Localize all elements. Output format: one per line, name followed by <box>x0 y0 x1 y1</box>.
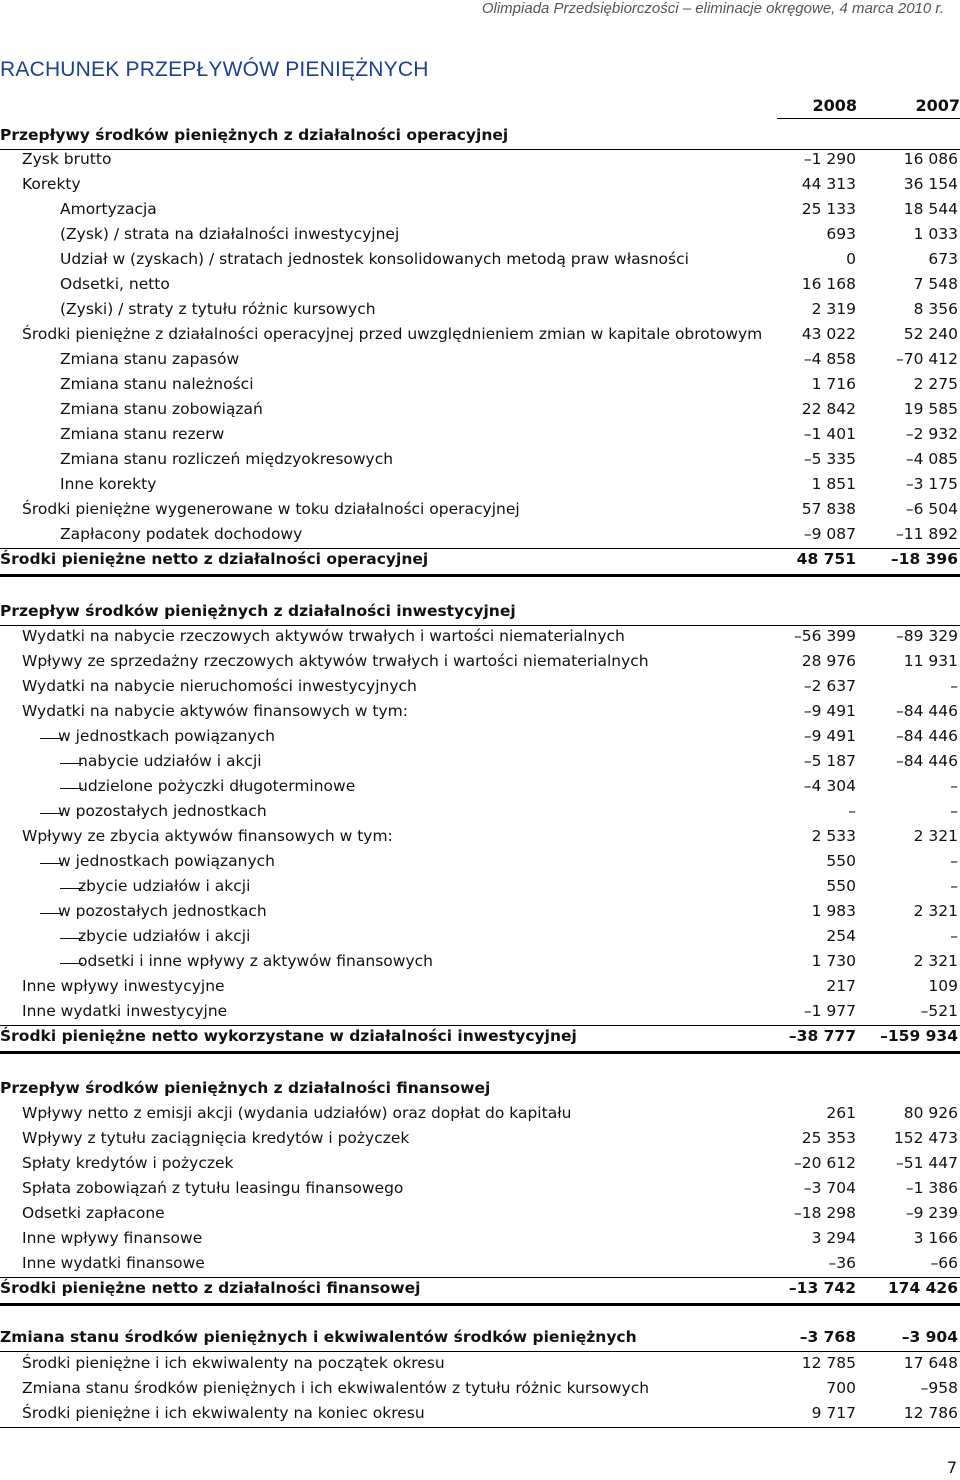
row-label: odsetki i inne wpływy z aktywów finansowych <box>78 952 433 970</box>
value-2008: –36 <box>828 1254 856 1272</box>
value-2008: 9 717 <box>811 1404 856 1422</box>
row-label: Zmiana stanu zobowiązań <box>60 400 263 418</box>
row-label: w jednostkach powiązanych <box>58 852 275 870</box>
table-row <box>0 300 960 325</box>
value-2008: 2 319 <box>811 300 856 318</box>
value-2008: 693 <box>826 225 856 243</box>
value-2007: –84 446 <box>896 727 958 745</box>
value-2008: –1 401 <box>803 425 856 443</box>
value-2008: –9 491 <box>803 727 856 745</box>
table-row <box>0 652 960 677</box>
table-row <box>0 1104 960 1129</box>
page-number: 7 <box>946 1458 957 1477</box>
value-2007: –1 386 <box>905 1179 958 1197</box>
table-row <box>0 1129 960 1154</box>
value-2008: 57 838 <box>801 500 856 518</box>
value-2007: 109 <box>928 977 958 995</box>
row-label: nabycie udziałów i akcji <box>78 752 262 770</box>
table-row <box>0 200 960 225</box>
row-label: zbycie udziałów i akcji <box>78 927 251 945</box>
table-row <box>0 902 960 927</box>
value-2007: –84 446 <box>896 752 958 770</box>
row-label: Środki pieniężne z działalności operacyjnej przed uwzględnieniem zmian w kapitale obrotowym <box>22 325 763 343</box>
row-label: Zmiana stanu rezerw <box>60 425 225 443</box>
year-2007-header: 2007 <box>915 96 960 115</box>
value-2008: 22 842 <box>801 400 856 418</box>
value-2007: 18 544 <box>903 200 958 218</box>
value-2007: 2 321 <box>913 952 958 970</box>
value-2007: –51 447 <box>896 1154 958 1172</box>
row-label: (Zyski) / straty z tytułu różnic kursowych <box>60 300 376 318</box>
total-row <box>0 1279 960 1304</box>
row-rule <box>0 548 960 549</box>
row-label: Spłaty kredytów i pożyczek <box>22 1154 234 1172</box>
value-2007: 11 931 <box>903 652 958 670</box>
value-2007: –6 504 <box>905 500 958 518</box>
total-rule <box>0 1051 960 1054</box>
header-note: Olimpiada Przedsiębiorczości – eliminacje okręgowe, 4 marca 2010 r. <box>481 0 944 17</box>
row-label: udzielone pożyczki długoterminowe <box>78 777 356 795</box>
value-2008: –4 304 <box>803 777 856 795</box>
row-label: Wydatki na nabycie aktywów finansowych w tym: <box>22 702 408 720</box>
table-row <box>0 727 960 752</box>
table-row <box>0 175 960 200</box>
row-label: Zmiana stanu środków pieniężnych i ich ekwiwalentów z tytułu różnic kursowych <box>22 1379 650 1397</box>
row-label: Odsetki, netto <box>60 275 170 293</box>
value-2008: – <box>848 802 856 820</box>
value-2007: –66 <box>930 1254 958 1272</box>
table-row <box>0 852 960 877</box>
table-row <box>0 877 960 902</box>
value-2007: –2 932 <box>905 425 958 443</box>
table-row <box>0 752 960 777</box>
value-2008: 1 730 <box>811 952 856 970</box>
table-row <box>0 977 960 1002</box>
table-row <box>0 525 960 550</box>
table-row <box>0 702 960 727</box>
value-2007: –9 239 <box>905 1204 958 1222</box>
value-2008: 0 <box>846 250 856 268</box>
value-2007: 16 086 <box>903 150 958 168</box>
value-2008: 2 533 <box>811 827 856 845</box>
value-2008: 700 <box>826 1379 856 1397</box>
table-row <box>0 1179 960 1204</box>
value-2008: 44 313 <box>801 175 856 193</box>
value-2007: – <box>950 852 958 870</box>
row-label: Środki pieniężne netto z działalności operacyjnej <box>0 550 429 568</box>
row-label: Wydatki na nabycie rzeczowych aktywów trwałych i wartości niematerialnych <box>22 627 625 645</box>
table-row <box>0 952 960 977</box>
row-rule <box>0 1351 960 1352</box>
row-rule <box>0 1025 960 1026</box>
table-row <box>0 250 960 275</box>
table-row <box>0 1328 960 1353</box>
value-2008: 25 353 <box>801 1129 856 1147</box>
value-2008: –2 637 <box>803 677 856 695</box>
value-2007: 2 321 <box>913 827 958 845</box>
value-2008: –9 491 <box>803 702 856 720</box>
value-2008: 48 751 <box>796 550 856 568</box>
value-2008: –3 704 <box>803 1179 856 1197</box>
table-row <box>0 802 960 827</box>
section-header-row <box>0 1079 960 1104</box>
row-label: Wpływy ze zbycia aktywów finansowych w tym: <box>22 827 393 845</box>
value-2007: 12 786 <box>903 1404 958 1422</box>
row-label: Zysk brutto <box>22 150 112 168</box>
table-row <box>0 275 960 300</box>
row-label: Przepływ środków pieniężnych z działalności finansowej <box>0 1079 491 1097</box>
row-label: w pozostałych jednostkach <box>58 802 267 820</box>
row-label: Inne korekty <box>60 475 157 493</box>
row-label: Wydatki na nabycie nieruchomości inwestycyjnych <box>22 677 417 695</box>
table-row <box>0 1254 960 1279</box>
table-row <box>0 450 960 475</box>
value-2007: –89 329 <box>896 627 958 645</box>
row-rule <box>0 625 960 626</box>
value-2007: 2 321 <box>913 902 958 920</box>
value-2008: –9 087 <box>803 525 856 543</box>
value-2007: –11 892 <box>896 525 958 543</box>
value-2008: 550 <box>826 877 856 895</box>
row-label: Środki pieniężne i ich ekwiwalenty na początek okresu <box>22 1354 445 1372</box>
row-label: Środki pieniężne i ich ekwiwalenty na koniec okresu <box>22 1404 425 1422</box>
table-row <box>0 1379 960 1404</box>
row-label: Inne wydatki finansowe <box>22 1254 205 1272</box>
table-row <box>0 1154 960 1179</box>
value-2008: 550 <box>826 852 856 870</box>
value-2008: 28 976 <box>801 652 856 670</box>
value-2008: –56 399 <box>794 627 856 645</box>
value-2007: 673 <box>928 250 958 268</box>
table-row <box>0 500 960 525</box>
value-2008: –20 612 <box>794 1154 856 1172</box>
table-row <box>0 627 960 652</box>
value-2008: –38 777 <box>788 1027 856 1045</box>
row-label: Środki pieniężne netto wykorzystane w działalności inwestycyjnej <box>0 1027 577 1045</box>
value-2008: –18 298 <box>794 1204 856 1222</box>
row-label: Inne wpływy finansowe <box>22 1229 203 1247</box>
value-2008: 1 716 <box>811 375 856 393</box>
row-label: Udział w (zyskach) / stratach jednostek konsolidowanych metodą praw własności <box>60 250 689 268</box>
value-2008: 43 022 <box>801 325 856 343</box>
value-2008: 25 133 <box>801 200 856 218</box>
value-2008: 1 983 <box>811 902 856 920</box>
value-2008: 1 851 <box>811 475 856 493</box>
row-label: Zmiana stanu należności <box>60 375 254 393</box>
row-label: Korekty <box>22 175 81 193</box>
value-2007: –3 904 <box>901 1328 958 1346</box>
table-row <box>0 325 960 350</box>
value-2008: 12 785 <box>801 1354 856 1372</box>
value-2008: 16 168 <box>801 275 856 293</box>
row-label: Zmiana stanu zapasów <box>60 350 240 368</box>
row-label: Zmiana stanu środków pieniężnych i ekwiwalentów środków pieniężnych <box>0 1328 637 1346</box>
value-2007: –84 446 <box>896 702 958 720</box>
section-header-row <box>0 126 960 151</box>
value-2007: –958 <box>920 1379 958 1397</box>
value-2008: –5 187 <box>803 752 856 770</box>
value-2007: 36 154 <box>903 175 958 193</box>
value-2007: 174 426 <box>887 1279 958 1297</box>
value-2007: – <box>950 877 958 895</box>
value-2007: – <box>950 777 958 795</box>
row-label: Spłata zobowiązań z tytułu leasingu finansowego <box>22 1179 404 1197</box>
row-label: Przepływ środków pieniężnych z działalności inwestycyjnej <box>0 602 516 620</box>
table-row <box>0 1404 960 1429</box>
value-2008: 254 <box>826 927 856 945</box>
value-2008: 261 <box>826 1104 856 1122</box>
value-2008: –5 335 <box>803 450 856 468</box>
table-row <box>0 677 960 702</box>
value-2007: 19 585 <box>903 400 958 418</box>
row-label: zbycie udziałów i akcji <box>78 877 251 895</box>
value-2007: –159 934 <box>880 1027 958 1045</box>
value-2008: –1 290 <box>803 150 856 168</box>
value-2008: –3 768 <box>799 1328 856 1346</box>
row-label: Zmiana stanu rozliczeń międzyokresowych <box>60 450 394 468</box>
row-label: Wpływy netto z emisji akcji (wydania udziałów) oraz dopłat do kapitału <box>22 1104 572 1122</box>
row-label: w pozostałych jednostkach <box>58 902 267 920</box>
table-row <box>0 425 960 450</box>
section-header-row <box>0 602 960 627</box>
value-2007: 7 548 <box>913 275 958 293</box>
value-2008: 3 294 <box>811 1229 856 1247</box>
row-label: Amortyzacja <box>60 200 157 218</box>
value-2007: 2 275 <box>913 375 958 393</box>
value-2007: –3 175 <box>905 475 958 493</box>
value-2008: 217 <box>826 977 856 995</box>
header-rule <box>777 118 960 119</box>
row-rule <box>0 1427 960 1428</box>
value-2008: –13 742 <box>788 1279 856 1297</box>
table-row <box>0 1354 960 1379</box>
total-row <box>0 550 960 575</box>
value-2008: –4 858 <box>803 350 856 368</box>
value-2007: 152 473 <box>893 1129 958 1147</box>
table-row <box>0 1229 960 1254</box>
page-title: RACHUNEK PRZEPŁYWÓW PIENIĘŻNYCH <box>0 58 429 81</box>
value-2007: – <box>950 802 958 820</box>
value-2007: 3 166 <box>913 1229 958 1247</box>
table-row <box>0 927 960 952</box>
value-2007: 80 926 <box>903 1104 958 1122</box>
table-row <box>0 475 960 500</box>
table-row <box>0 400 960 425</box>
table-row <box>0 827 960 852</box>
value-2008: –1 977 <box>803 1002 856 1020</box>
total-row <box>0 1027 960 1052</box>
value-2007: 1 033 <box>913 225 958 243</box>
table-row <box>0 350 960 375</box>
row-label: Zapłacony podatek dochodowy <box>60 525 303 543</box>
row-label: Przepływy środków pieniężnych z działalności operacyjnej <box>0 126 509 144</box>
table-row <box>0 375 960 400</box>
row-label: Odsetki zapłacone <box>22 1204 165 1222</box>
value-2007: – <box>950 927 958 945</box>
row-label: w jednostkach powiązanych <box>58 727 275 745</box>
value-2007: 52 240 <box>903 325 958 343</box>
row-label: Środki pieniężne wygenerowane w toku działalności operacyjnej <box>22 500 520 518</box>
value-2007: –70 412 <box>896 350 958 368</box>
row-label: Inne wpływy inwestycyjne <box>22 977 225 995</box>
column-headers <box>0 96 960 120</box>
row-label: Środki pieniężne netto z działalności finansowej <box>0 1279 421 1297</box>
row-rule <box>0 1277 960 1278</box>
value-2007: –18 396 <box>890 550 958 568</box>
value-2007: –4 085 <box>905 450 958 468</box>
table-row <box>0 1204 960 1229</box>
value-2007: –521 <box>920 1002 958 1020</box>
row-label: Wpływy z tytułu zaciągnięcia kredytów i pożyczek <box>22 1129 410 1147</box>
row-label: Inne wydatki inwestycyjne <box>22 1002 228 1020</box>
row-label: (Zysk) / strata na działalności inwestycyjnej <box>60 225 400 243</box>
year-2008-header: 2008 <box>812 96 857 115</box>
table-row <box>0 150 960 175</box>
total-rule <box>0 1303 960 1306</box>
value-2007: 17 648 <box>903 1354 958 1372</box>
total-rule <box>0 574 960 577</box>
value-2007: – <box>950 677 958 695</box>
row-label: Wpływy ze sprzedażny rzeczowych aktywów trwałych i wartości niematerialnych <box>22 652 649 670</box>
value-2007: 8 356 <box>913 300 958 318</box>
table-row <box>0 225 960 250</box>
table-row <box>0 1002 960 1027</box>
table-row <box>0 777 960 802</box>
